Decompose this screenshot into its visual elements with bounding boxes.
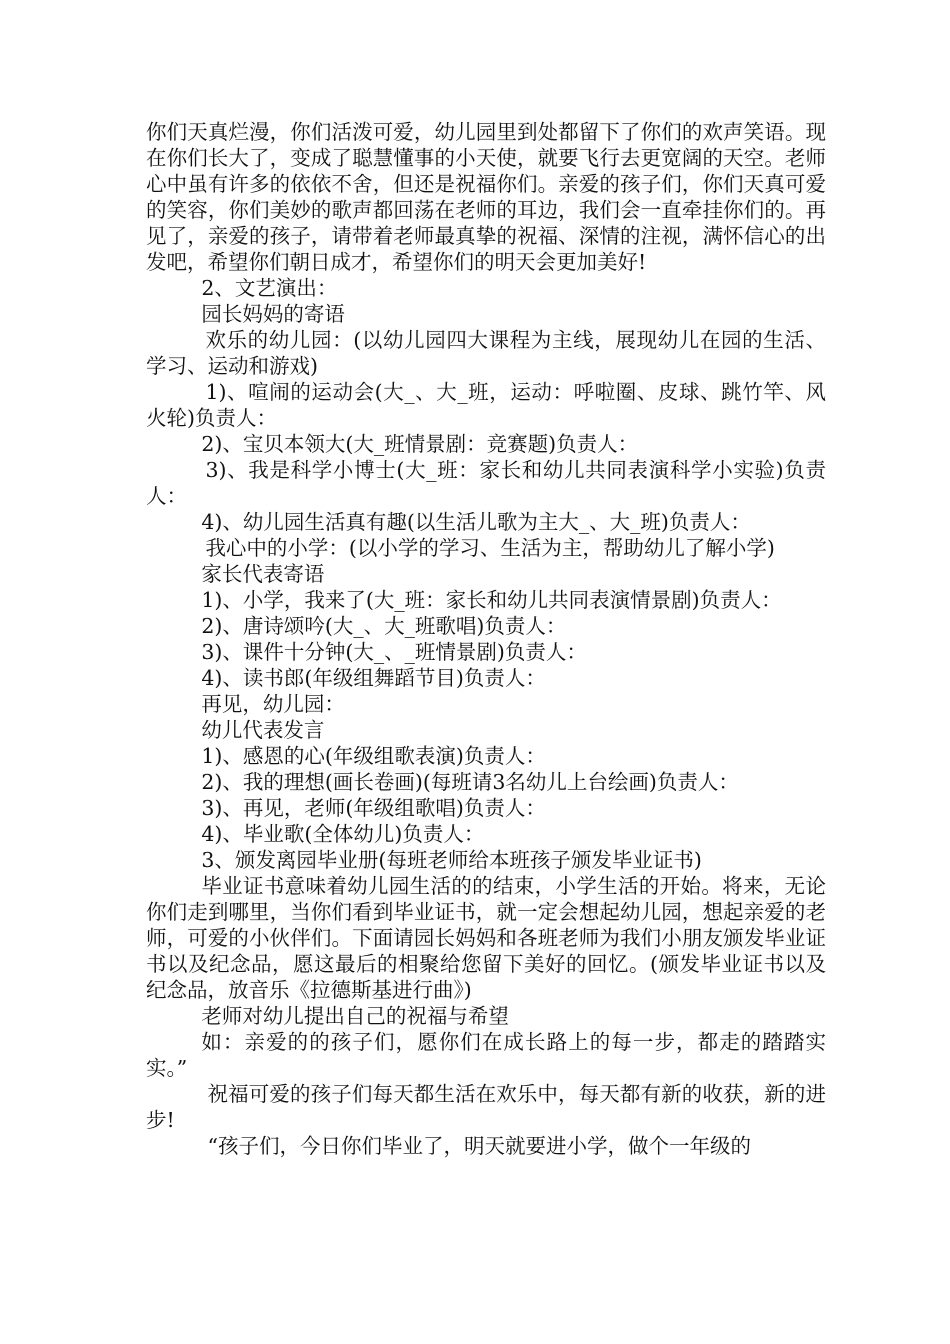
paragraph: 2)、我的理想(画长卷画)(每班请3名幼儿上台绘画)负责人：	[201, 770, 739, 794]
paragraph: 3)、课件十分钟(大_、_班情景剧)负责人：	[201, 640, 587, 664]
paragraph: 4)、毕业歌(全体幼儿)负责人：	[201, 822, 485, 846]
paragraph: 4)、读书郎(年级组舞蹈节目)负责人：	[201, 666, 546, 690]
paragraph: 家长代表寄语	[201, 562, 325, 586]
paragraph: 你们天真烂漫，你们活泼可爱，幼儿园里到处都留下了你们的欢声笑语。现在你们长大了，变成了聪慧懂事的小天使，就要飞行去更宽阔的天空。老师心中虽有许多的依依不舍，但还是祝福你们。亲爱的孩子们，你们天真可爱的笑容，你们美妙的歌声都回荡在老师的耳边，我们会一直牵挂你们的。再见了，亲爱的孩子，请带着老师最真挚的祝福、深情的注视，满怀信心的出发吧，希望你们朝日成才，希望你们的明天会更加美好!	[146, 120, 826, 274]
paragraph: 1)、小学，我来了(大_班：家长和幼儿共同表演情景剧)负责人：	[201, 588, 782, 612]
paragraph: 我心中的小学：(以小学的学习、生活为主，帮助幼儿了解小学)	[205, 536, 775, 560]
paragraph: 如：亲爱的的孩子们，愿你们在成长路上的每一步，都走的踏踏实实。”	[146, 1030, 826, 1080]
document-body	[146, 119, 826, 1159]
paragraph: “孩子们，今日你们毕业了，明天就要进小学，做个一年级的	[207, 1134, 751, 1158]
paragraph: 老师对幼儿提出自己的祝福与希望	[201, 1004, 509, 1028]
paragraph: 3)、我是科学小博士(大_班：家长和幼儿共同表演科学小实验)负责人：	[146, 458, 826, 508]
paragraph: 2、文艺演出：	[201, 276, 338, 300]
paragraph: 4)、幼儿园生活真有趣(以生活儿歌为主大_、大_班)负责人：	[201, 510, 751, 534]
paragraph: 1)、感恩的心(年级组歌表演)负责人：	[201, 744, 546, 768]
paragraph: 毕业证书意味着幼儿园生活的的结束，小学生活的开始。将来，无论你们走到哪里，当你们看到毕业证书，就一定会想起幼儿园，想起亲爱的老师，可爱的小伙伴们。下面请园长妈妈和各班老师为我们小朋友颁发毕业证书以及纪念品，愿这最后的相聚给您留下美好的回忆。(颁发毕业证书以及纪念品，放音乐《拉德斯基进行曲》)	[146, 874, 826, 1002]
paragraph: 2)、宝贝本领大(大_班情景剧：竞赛题)负责人：	[201, 432, 639, 456]
paragraph: 3、颁发离园毕业册(每班老师给本班孩子颁发毕业证书)	[201, 848, 702, 872]
paragraph: 祝福可爱的孩子们每天都生活在欢乐中，每天都有新的收获，新的进步!	[146, 1082, 826, 1132]
paragraph: 3)、再见，老师(年级组歌唱)负责人：	[201, 796, 546, 820]
paragraph: 2)、唐诗颂吟(大_、大_班歌唱)负责人：	[201, 614, 567, 638]
paragraph: 再见，幼儿园：	[201, 692, 345, 716]
paragraph: 幼儿代表发言	[201, 718, 325, 742]
paragraph: 园长妈妈的寄语	[201, 302, 345, 326]
paragraph: 1)、喧闹的运动会(大_、大_班，运动：呼啦圈、皮球、跳竹竿、风火轮)负责人：	[146, 380, 826, 430]
paragraph: 欢乐的幼儿园：(以幼儿园四大课程为主线，展现幼儿在园的生活、学习、运动和游戏)	[146, 328, 826, 378]
